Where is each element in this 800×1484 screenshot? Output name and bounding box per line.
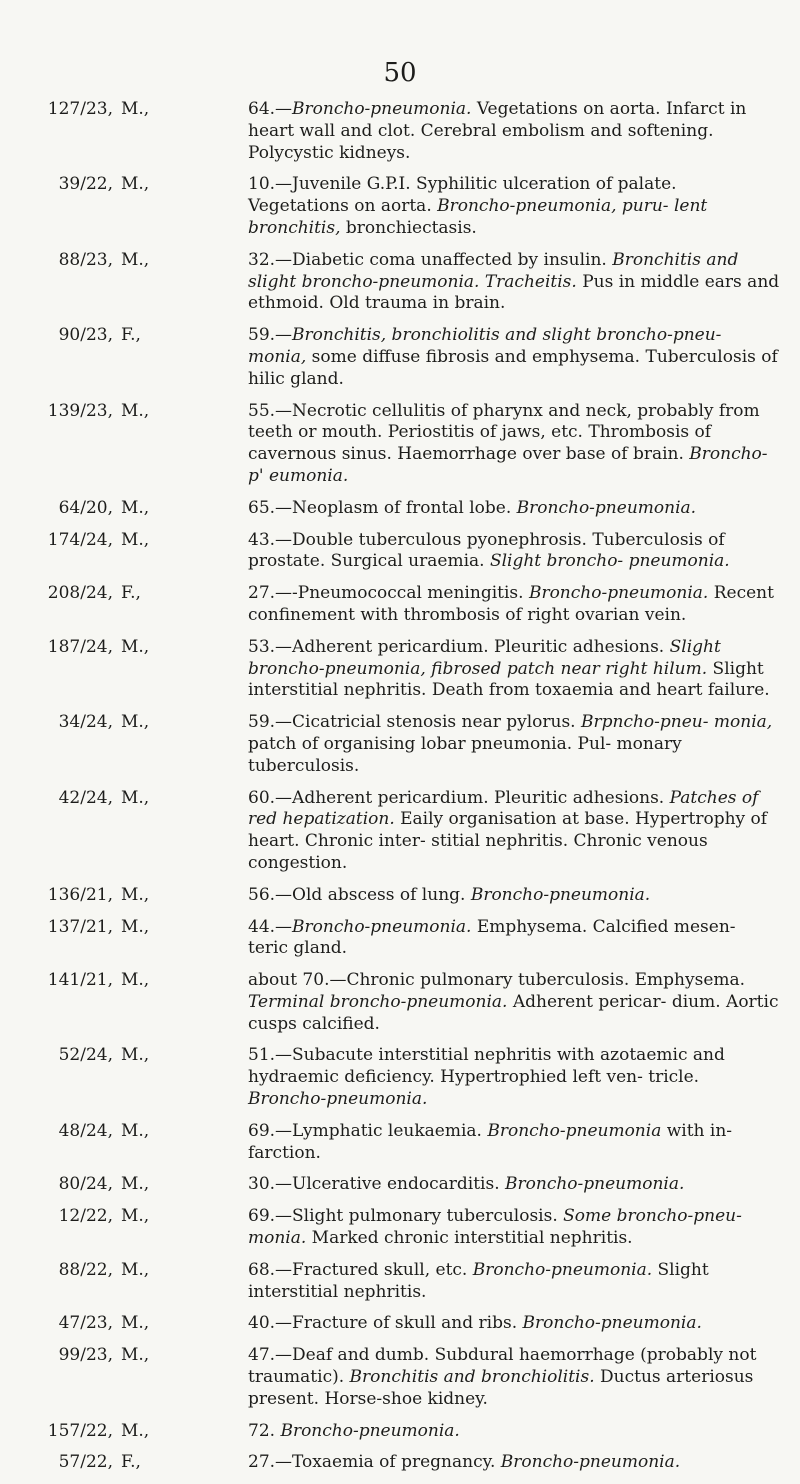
diagnosis-text: and slight broncho-pneumonia. Tracheitis. xyxy=(248,249,739,292)
diagnosis-text: Bronchitis and bronchiolitis. xyxy=(349,1367,595,1388)
description-text: Ductus arteriosus present. Horse-shoe kidney. xyxy=(248,1367,754,1409)
case-entry xyxy=(40,401,780,488)
description-text: Vegetations on aorta. Infarct xyxy=(471,99,725,119)
case-number: 88/23, xyxy=(58,249,113,270)
case-reference xyxy=(40,498,248,520)
case-description xyxy=(248,250,780,315)
diagnosis-text: Broncho-pneumonia. xyxy=(500,1452,681,1473)
diagnosis-text: Brpncho-pneu- xyxy=(581,712,709,733)
diagnosis-text: Broncho-pneumonia xyxy=(487,1120,662,1141)
description-text: 10.—Juvenile G.P.I. Syphilitic ulceration of palate. xyxy=(248,174,677,195)
description-text: Recent confinement with thrombosis of right xyxy=(248,583,774,625)
case-description xyxy=(248,885,780,907)
case-entry xyxy=(40,1313,780,1335)
case-sex: M., xyxy=(121,1345,150,1366)
case-description xyxy=(248,1421,780,1443)
case-reference xyxy=(40,1206,248,1250)
case-entry xyxy=(40,1174,780,1196)
diagnosis-text: Terminal broncho-pneumonia. xyxy=(248,991,508,1012)
description-text: 27.—-Pneumococcal meningitis. xyxy=(248,583,529,604)
description-text: interstitial nephritis. xyxy=(248,1281,427,1302)
description-text: teric gland. xyxy=(248,938,348,959)
case-number: 90/23, xyxy=(58,325,113,346)
description-text: toxaemia and heart failure. xyxy=(535,680,770,701)
diagnosis-text: Bronchitis, bronchiolitis and slight broncho-pneu- xyxy=(292,325,722,346)
description-text: in middle ears and ethmoid. Old trauma in brain. xyxy=(248,271,780,314)
case-entry xyxy=(40,712,780,777)
case-entry xyxy=(40,1345,780,1410)
case-number: 48/24, xyxy=(58,1120,113,1141)
case-reference xyxy=(40,712,248,777)
description-text: 51.—Subacute interstitial nephritis with azotaemic and xyxy=(248,1045,725,1066)
case-sex: F., xyxy=(121,583,141,604)
case-description xyxy=(248,174,780,239)
case-entry xyxy=(40,1121,780,1165)
case-reference xyxy=(40,583,248,627)
case-number: 12/22, xyxy=(58,1206,113,1227)
diagnosis-text: Slight broncho- xyxy=(489,551,624,572)
case-sex: M., xyxy=(121,1174,150,1195)
case-entry xyxy=(40,250,780,315)
case-description xyxy=(248,325,780,390)
case-description xyxy=(248,1345,780,1410)
description-text: Emphysema. Calcified mesen- xyxy=(471,916,736,937)
case-description xyxy=(248,637,780,702)
case-reference xyxy=(40,325,248,390)
case-reference xyxy=(40,1045,248,1110)
case-entry xyxy=(40,885,780,907)
diagnosis-text: Broncho-pneumonia. xyxy=(470,884,651,905)
case-entry xyxy=(40,1260,780,1304)
case-description xyxy=(248,498,780,520)
description-text: Slight interstitial nephritis. Death from xyxy=(248,658,764,701)
description-text: 68.—Fractured skull, etc. xyxy=(248,1259,473,1280)
case-description xyxy=(248,99,780,164)
case-sex: M., xyxy=(121,400,150,421)
case-sex: M., xyxy=(121,1120,150,1141)
description-text: about 70.—Chronic pulmonary tuberculosis. Emphysema. xyxy=(248,970,746,991)
diagnosis-text: Broncho-pneumonia. xyxy=(248,1089,428,1110)
case-number: 42/24, xyxy=(58,787,113,808)
description-text: 56.—Old abscess of lung. xyxy=(248,884,471,905)
description-text: Adherent pericar- xyxy=(507,991,667,1012)
case-description xyxy=(248,788,780,875)
description-text: dium. Aortic cusps calcified. xyxy=(248,991,779,1034)
description-text: 69.—Slight pulmonary tuberculosis. xyxy=(248,1206,564,1227)
case-number: 34/24, xyxy=(58,712,113,733)
description-text: stitial nephritis. Chronic venous congestion. xyxy=(248,831,708,873)
description-text: Marked chronic interstitial nephritis. xyxy=(306,1228,633,1249)
case-reference xyxy=(40,250,248,315)
case-entry xyxy=(40,1045,780,1110)
description-text: hydraemic deficiency. Hypertrophied left ven- xyxy=(248,1067,643,1088)
diagnosis-text: monia. xyxy=(248,1228,307,1249)
diagnosis-text: Broncho-pneumonia. xyxy=(280,1420,460,1441)
case-description xyxy=(248,1206,780,1250)
case-number: 141/21, xyxy=(47,970,113,991)
case-sex: M., xyxy=(121,916,150,937)
case-number: 57/22, xyxy=(58,1452,113,1473)
diagnosis-text: lent bronchitis, xyxy=(248,196,708,238)
description-text: with in- xyxy=(661,1120,733,1141)
case-reference xyxy=(40,788,248,875)
case-sex: M., xyxy=(121,1045,150,1066)
case-entry xyxy=(40,498,780,520)
description-text: 59.— xyxy=(248,325,293,346)
description-text: 64.— xyxy=(248,99,293,119)
diagnosis-text: hilum. xyxy=(652,658,708,679)
case-description xyxy=(248,1045,780,1110)
case-reference xyxy=(40,1121,248,1165)
case-sex: M., xyxy=(121,174,150,195)
case-description xyxy=(248,1313,780,1335)
description-text: not traumatic). xyxy=(248,1345,757,1388)
diagnosis-text: Broncho-pneumonia. xyxy=(522,1313,702,1334)
case-sex: M., xyxy=(121,99,150,119)
description-text: Eaily organisation xyxy=(394,809,557,830)
description-text: farction. xyxy=(248,1142,321,1163)
description-text: softening. Polycystic kidneys. xyxy=(248,120,714,163)
case-reference xyxy=(40,401,248,488)
case-reference xyxy=(40,917,248,961)
case-sex: M., xyxy=(121,1420,150,1441)
case-reference xyxy=(40,99,248,164)
case-number: 187/24, xyxy=(47,636,113,657)
case-description xyxy=(248,1260,780,1304)
case-description xyxy=(248,1452,780,1474)
case-number: 47/23, xyxy=(58,1313,113,1334)
case-number: 99/23, xyxy=(58,1345,113,1366)
case-number: 139/23, xyxy=(47,400,113,421)
case-entry xyxy=(40,99,780,164)
case-reference xyxy=(40,885,248,907)
description-text: 53.—Adherent pericardium. Pleuritic adhesions. xyxy=(248,636,670,657)
description-text: 27.—Toxaemia of pregnancy. xyxy=(248,1452,501,1473)
description-text: at base. Hypertrophy of heart. Chronic inter- xyxy=(248,809,768,852)
description-text: Pus xyxy=(576,271,614,292)
description-text: ovarian vein. xyxy=(574,604,687,625)
description-text: 65.—Neoplasm of frontal lobe. xyxy=(248,497,517,518)
case-sex: M., xyxy=(121,712,150,733)
diagnosis-text: Broncho-pneumonia. xyxy=(516,497,697,518)
diagnosis-text: monia, xyxy=(713,712,773,733)
case-sex: M., xyxy=(121,1259,150,1280)
case-entry xyxy=(40,1206,780,1250)
case-description xyxy=(248,583,780,627)
case-entry xyxy=(40,530,780,574)
case-description xyxy=(248,530,780,574)
description-text: bronchiectasis. xyxy=(340,217,477,238)
case-entry xyxy=(40,788,780,875)
case-reference xyxy=(40,1260,248,1304)
diagnosis-text: Some broncho-pneu- xyxy=(563,1206,742,1227)
description-text: monary tuberculosis. xyxy=(248,733,682,776)
description-text: tricle. xyxy=(648,1067,700,1088)
diagnosis-text: Broncho-pneumonia. xyxy=(528,583,709,604)
case-reference xyxy=(40,970,248,1035)
description-text: patch of organising lobar pneumonia. Pul- xyxy=(248,733,612,754)
description-text: 30.—Ulcerative endocarditis. xyxy=(248,1174,506,1195)
case-entry xyxy=(40,917,780,961)
case-reference xyxy=(40,1313,248,1335)
case-sex: M., xyxy=(121,970,150,991)
case-sex: F., xyxy=(121,325,141,346)
description-text: Tuberculosis of hilic gland. xyxy=(248,346,778,389)
case-number: 80/24, xyxy=(58,1174,113,1195)
case-sex: M., xyxy=(121,497,150,518)
case-entry xyxy=(40,1421,780,1443)
case-description xyxy=(248,1121,780,1165)
case-reference xyxy=(40,174,248,239)
diagnosis-text: Broncho-pneumonia. xyxy=(472,1259,653,1280)
case-entry xyxy=(40,325,780,390)
case-number: 136/21, xyxy=(47,884,113,905)
case-description xyxy=(248,917,780,961)
case-sex: M., xyxy=(121,884,150,905)
case-reference xyxy=(40,1174,248,1196)
case-description xyxy=(248,712,780,777)
description-text: over base of brain. xyxy=(522,444,690,465)
case-list xyxy=(40,99,780,1484)
description-text: 55.—Necrotic cellulitis of pharynx and neck, probably xyxy=(248,400,714,421)
case-entry xyxy=(40,174,780,239)
diagnosis-text: pneumonia. xyxy=(628,551,730,572)
case-reference xyxy=(40,1452,248,1474)
case-entry xyxy=(40,637,780,702)
description-text: in heart wall and clot. Cerebral embolism and xyxy=(248,99,747,141)
diagnosis-text: Bronchitis xyxy=(612,249,701,270)
case-sex: M., xyxy=(121,1206,150,1227)
case-sex: M., xyxy=(121,249,150,270)
description-text: 32.—Diabetic coma unaffected by insulin. xyxy=(248,249,613,270)
case-description xyxy=(248,401,780,488)
description-text: 47.—Deaf and dumb. Subdural haemorrhage (probably xyxy=(248,1345,723,1366)
description-text: Slight xyxy=(652,1259,709,1280)
case-description xyxy=(248,1174,780,1196)
case-number: 64/20, xyxy=(58,497,113,518)
description-text: 44.— xyxy=(248,916,293,937)
case-sex: F., xyxy=(121,1452,141,1473)
diagnosis-text: monia, xyxy=(248,346,307,367)
description-text: Vegetations on aorta. xyxy=(248,196,438,217)
case-number: 39/22, xyxy=(58,174,113,195)
diagnosis-text: Broncho-pneumonia. xyxy=(505,1174,685,1195)
page-number: 50 xyxy=(383,58,417,88)
description-text: 72. xyxy=(248,1420,281,1441)
case-number: 208/24, xyxy=(47,583,113,604)
case-sex: M., xyxy=(121,529,150,550)
case-number: 174/24, xyxy=(47,529,113,550)
case-reference xyxy=(40,1345,248,1410)
case-number: 52/24, xyxy=(58,1045,113,1066)
diagnosis-text: Broncho-pneumonia, puru- xyxy=(437,196,669,217)
case-reference xyxy=(40,1421,248,1443)
diagnosis-text: Broncho-pneumonia. xyxy=(292,916,472,937)
diagnosis-text: Broncho-pneumonia. xyxy=(292,99,472,119)
description-text: some diffuse fibrosis and emphysema. xyxy=(306,346,641,367)
case-number: 137/21, xyxy=(47,916,113,937)
case-sex: M., xyxy=(121,636,150,657)
case-number: 127/23, xyxy=(47,99,113,119)
description-text: Thrombosis of cavernous sinus. Haemorrhage xyxy=(248,422,712,465)
case-description xyxy=(248,970,780,1035)
case-entry xyxy=(40,583,780,627)
description-text: 43.—Double tuberculous pyonephrosis. Tuberculosis of xyxy=(248,529,725,550)
diagnosis-text: Patches of red hepatization. xyxy=(248,787,759,830)
diagnosis-text: Broncho-p' eumonia. xyxy=(248,444,768,486)
description-text: 69.—Lymphatic leukaemia. xyxy=(248,1120,488,1141)
case-sex: M., xyxy=(121,787,150,808)
description-text: from teeth or mouth. Periostitis of jaws, etc. xyxy=(248,400,760,443)
case-number: 157/22, xyxy=(47,1420,113,1441)
description-text: prostate. Surgical uraemia. xyxy=(248,551,490,572)
case-entry xyxy=(40,1452,780,1474)
case-sex: M., xyxy=(121,1313,150,1334)
case-entry xyxy=(40,970,780,1035)
description-text: 59.—Cicatricial stenosis near pylorus. xyxy=(248,712,581,733)
diagnosis-text: Slight xyxy=(669,636,721,657)
case-reference xyxy=(40,530,248,574)
description-text: 60.—Adherent pericardium. Pleuritic adhesions. xyxy=(248,787,665,808)
case-reference xyxy=(40,637,248,702)
case-number: 88/22, xyxy=(58,1259,113,1280)
diagnosis-text: broncho-pneumonia, fibrosed patch near right xyxy=(248,658,648,679)
description-text: 40.—Fracture of skull and ribs. xyxy=(248,1313,523,1334)
